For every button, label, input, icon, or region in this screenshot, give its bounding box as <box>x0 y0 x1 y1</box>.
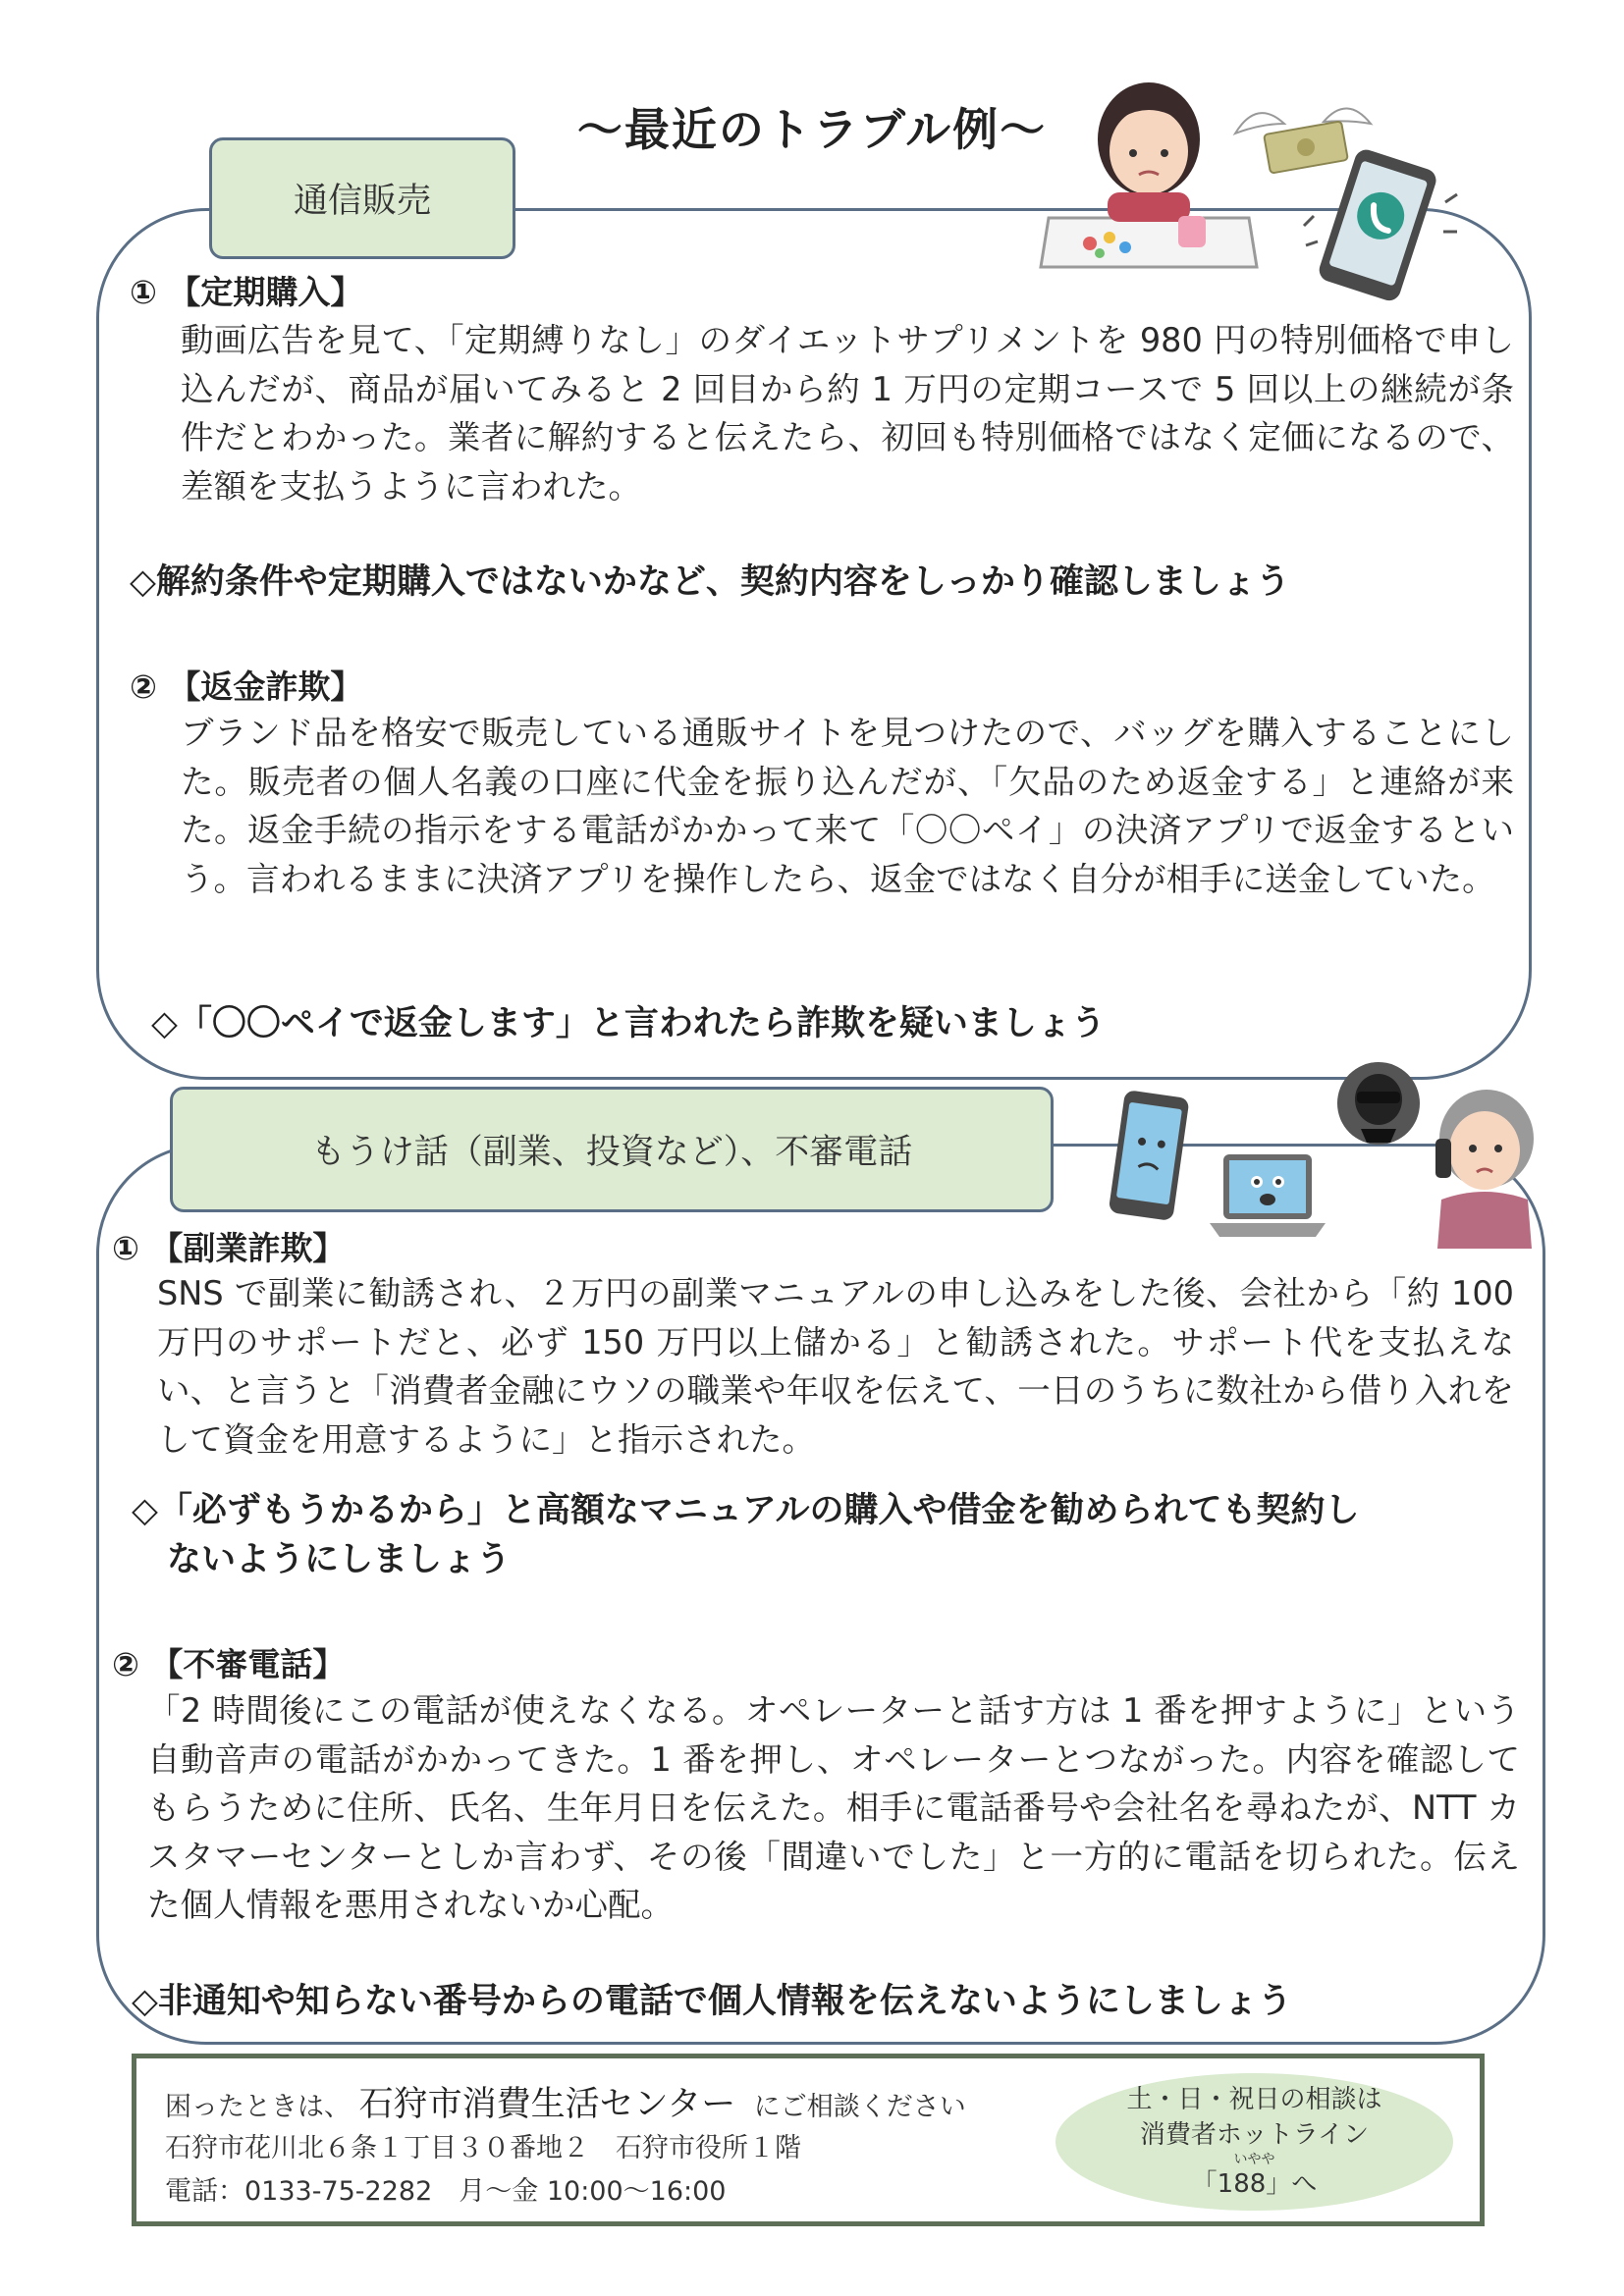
center-address: 石狩市花川北６条１丁目３０番地２ 石狩市役所１階 <box>165 2133 801 2163</box>
consumer-center-name: 石狩市消費生活センター <box>358 2085 736 2124</box>
center-phone-hours: 電話：0133-75-2282 月～金 10:00～16:00 <box>165 2176 727 2207</box>
ringing-smartphone-icon <box>1296 147 1463 304</box>
consultation-request: にご相談ください <box>753 2092 966 2122</box>
case-suspicious-call-advice: ◇非通知や知らない番号からの電話で個人情報を伝えないようにしましょう <box>132 1982 1292 2021</box>
hotline-bubble <box>1056 2073 1453 2211</box>
hotline-weekend-note: 土・日・祝日の相談は <box>1126 2085 1382 2114</box>
case-refund-scam-advice: ◇「〇〇ペイで返金します」と言われたら詐欺を疑いましょう <box>151 1004 1106 1043</box>
elderly-woman-phone-icon <box>1422 1082 1540 1249</box>
shocked-laptop-icon <box>1206 1150 1329 1245</box>
case-subscription-advice: ◇解約条件や定期購入ではないかなど、契約内容をしっかり確認しましょう <box>130 562 1290 602</box>
case-suspicious-call-heading: ② 【不審電話】 <box>112 1645 346 1683</box>
hotline-name: 消費者ホットライン <box>1139 2120 1370 2150</box>
consultation-line <box>165 2077 966 2126</box>
case-subscription-heading: ① 【定期購入】 <box>130 273 363 311</box>
case-refund-scam-heading: ② 【返金詐欺】 <box>130 667 363 706</box>
case-side-job-heading: ① 【副業詐欺】 <box>112 1229 346 1267</box>
hotline-number-reading: いやや <box>1233 2152 1275 2167</box>
section-money-talk-label: もうけ話（副業、投資など）、不審電話 <box>170 1087 1054 1212</box>
scam-caller-icon <box>1331 1056 1426 1150</box>
sad-smartphone-icon <box>1095 1088 1203 1225</box>
case-side-job-advice-line1: ◇「必ずもうかるから」と高額なマニュアルの購入や借金を勧められても契約し <box>132 1491 1360 1530</box>
case-side-job-advice-line2: ないようにしましょう <box>167 1540 512 1579</box>
page-title: ～最近のトラブル例～ <box>576 103 1048 156</box>
case-suspicious-call-body: 「2 時間後にこの電話が使えなくなる。オペレーターと話す方は 1 番を押すように」という自動音声の電話がかかってきた。1 番を押し、オペレーターとつながった。内容を確認してもらうために住所、氏名、生年月日を伝えた。相手に電話番号や会社名を尋ねたが、NTT カスタマーセンターとしか言わず、その後「間違いでした」と一方的に電話を切られた。伝えた個人情報を悪用されないか心配。 <box>147 1691 1520 1924</box>
case-refund-scam-body: ブランド品を格安で販売している通販サイトを見つけたので、バッグを購入することにした。販売者の個人名義の口座に代金を振り込んだが、「欠品のため返金する」と連絡が来た。返金手続の指示をする電話がかかって来て「〇〇ペイ」の決済アプリで返金するという。言われるままに決済アプリを操作したら、返金ではなく自分が相手に送金していた。 <box>181 714 1514 898</box>
consultation-intro: 困ったときは、 <box>165 2092 351 2122</box>
case-side-job-body: SNS で副業に勧誘され、２万円の副業マニュアルの申し込みをした後、会社から「約 100 万円のサポートだと、必ず 150 万円以上儲かる」と勧誘された。サポート代を支払えない、と言うと「消費者金融にウソの職業や年収を伝えて、一日のうちに数社から借り入れをして資金を用意するように」と指示された。 <box>157 1274 1515 1459</box>
section-mail-order-label: 通信販売 <box>209 137 515 259</box>
hotline-number: 「188」へ <box>1191 2169 1318 2199</box>
case-subscription-body: 動画広告を見て、「定期縛りなし」のダイエットサプリメントを 980 円の特別価格で申し込んだが、商品が届いてみると 2 回目から約 1 万円の定期コースで 5 回以上の継続が条件だとわかった。業者に解約すると伝えたら、初回も特別価格ではなく定価になるので、差額を支払うように言われた。 <box>181 321 1514 506</box>
